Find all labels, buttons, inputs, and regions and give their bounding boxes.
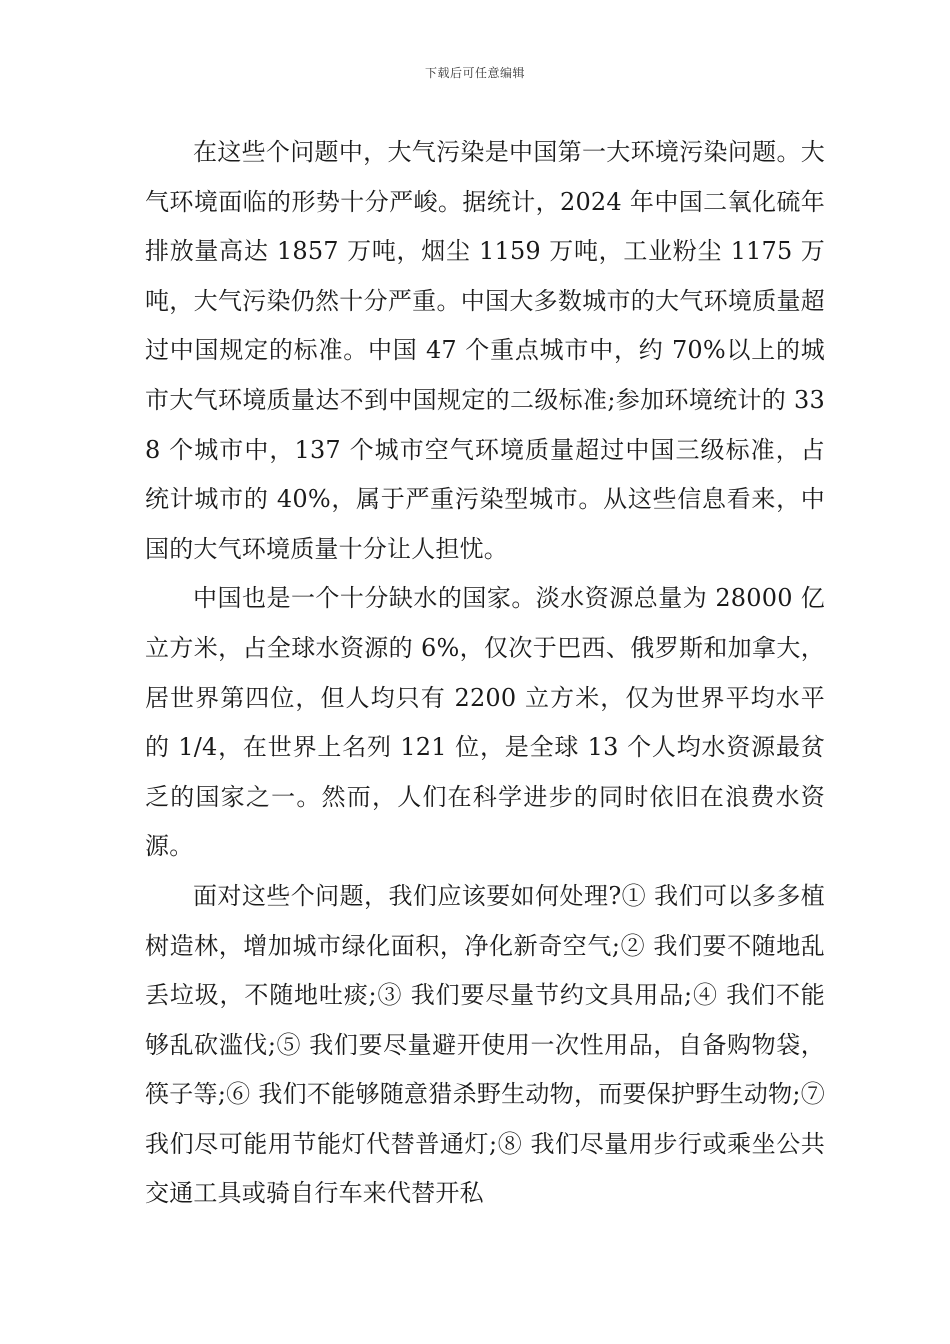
paragraph-air-pollution: 在这些个问题中，大气污染是中国第一大环境污染问题。大气环境面临的形势十分严峻。据统计，2024 年中国二氧化硫年排放量高达 1857 万吨，烟尘 1159 万吨，工业粉尘 1175 万吨，大气污染仍然十分严重。中国大多数城市的大气环境质量超过中国规定的标准。中国 47 个重点城市中，约 70%以上的城市大气环境质量达不到中国规定的二级标准;参加环境统计的 338 个城市中，137 个城市空气环境质量超过中国三级标准，占统计城市的 40%，属于严重污染型城市。从这些信息看来，中国的大气环境质量十分让人担忧。 — [145, 138, 825, 563]
page-header: 下载后可任意编辑 — [424, 66, 525, 80]
document-body — [145, 128, 825, 1219]
paragraph-solutions: 面对这些个问题，我们应该要如何处理?① 我们可以多多植树造林，增加城市绿化面积，净化新奇空气;② 我们要不随地乱丢垃圾，不随地吐痰;③ 我们要尽量节约文具用品;④ 我们不能够乱砍滥伐;⑤ 我们要尽量避开使用一次性用品，自备购物袋，筷子等;⑥ 我们不能够随意猎杀野生动物，而要保护野生动物;⑦ 我们尽可能用节能灯代替普通灯;⑧ 我们尽量用步行或乘坐公共交通工具或骑自行车来代替开私 — [145, 881, 825, 1208]
paragraph-water-shortage: 中国也是一个十分缺水的国家。淡水资源总量为 28000 亿立方米，占全球水资源的 6%，仅次于巴西、俄罗斯和加拿大，居世界第四位，但人均只有 2200 立方米，仅为世界平均水平的 1/4，在世界上名列 121 位，是全球 13 个人均水资源最贫乏的国家之一。然而，人们在科学进步的同时依旧在浪费水资源。 — [145, 584, 825, 861]
